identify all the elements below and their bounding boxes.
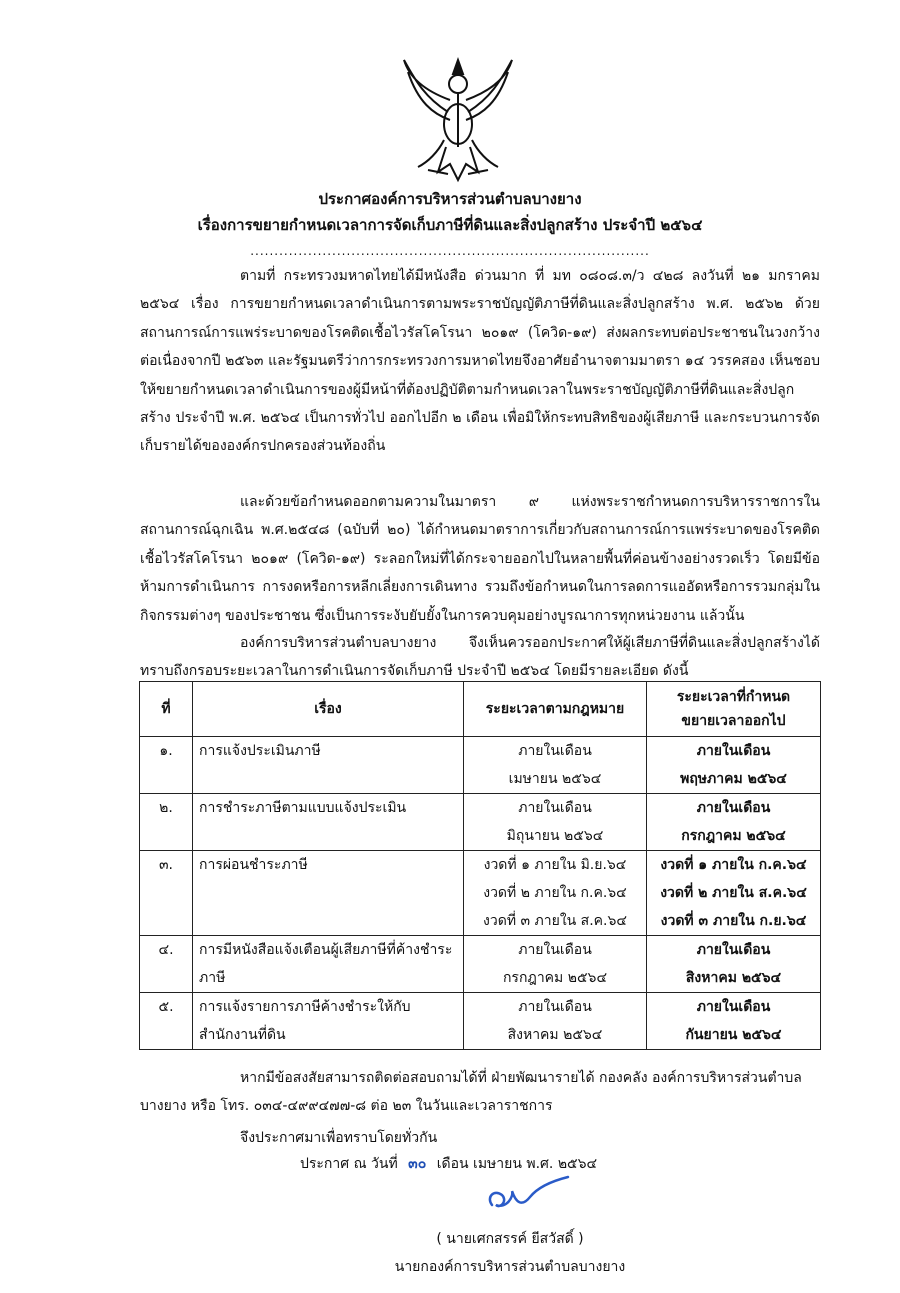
signer-name: ( นายเศกสรรค์ ยีสวัสดิ์ )	[436, 1231, 584, 1247]
date-day: ๓๐	[408, 1156, 427, 1172]
contact-paragraph: หากมีข้อสงสัยสามารถติดต่อสอบถามได้ที่ ฝ่ายพัฒนารายได้ กองคลัง องค์การบริหารส่วนตำบลบางยาง หรือ โทร. ๐๓๔-๔๙๙๔๗๗-๘ ต่อ ๒๓ ในวันและเวลาราชการ	[140, 1070, 802, 1114]
table-row: ๕. การแจ้งรายการภาษีค้างชำระให้กับสำนักงานที่ดิน ภายในเดือน สิงหาคม ๒๕๖๔ ภายในเดือน กันยายน ๒๕๖๔	[140, 993, 821, 1050]
signer-position: นายกองค์การบริหารส่วนตำบลบางยาง	[394, 1259, 626, 1275]
table-row: ๒. การชำระภาษีตามแบบแจ้งประเมิน ภายในเดือน มิถุนายน ๒๕๖๔ ภายในเดือน กรกฎาคม ๒๕๖๔	[140, 794, 821, 851]
announce-line: จึงประกาศมาเพื่อทราบโดยทั่วกัน	[240, 1130, 438, 1146]
table-row: ๑. การแจ้งประเมินภาษี ภายในเดือน เมษายน ๒๕๖๔ ภายในเดือน พฤษภาคม ๒๕๖๔	[140, 737, 821, 794]
table-row: ๓. การผ่อนชำระภาษี งวดที่ ๑ ภายใน มิ.ย.๖๔ งวดที่ ๒ ภายใน ก.ค.๖๔ งวดที่ ๓ ภายใน ส.ค.๖๔ งวดที่ ๑ ภายใน ก.ค.๖๔ งวดที่ ๒ ภายใน ส.ค.๖๔ งวดที่ ๓ ภายใน ก.ย.๖๔	[140, 851, 821, 936]
garuda-emblem-icon	[398, 52, 518, 187]
announcement-title: ประกาศองค์การบริหารส่วนตำบลบางยาง	[318, 190, 582, 208]
header-law-period: ระยะเวลาตามกฎหมาย	[464, 682, 647, 737]
paragraph-2: และด้วยข้อกำหนดออกตามความในมาตรา ๙ แห่งพระราชกำหนดการบริหารราชการในสถานการณ์ฉุกเฉิน พ.ศ.๒๕๔๘ (ฉบับที่ ๒๐) ได้กำหนดมาตราการเกี่ยวกับสถานการณ์การแพร่ระบาดของโรคติดเชื้อไวรัสโคโรนา ๒๐๑๙ (โควิด-๑๙) ระลอกใหม่ที่ได้กระจายออกไปในหลายพื้นที่ค่อนข้างอย่างรวดเร็ว โดยมีข้อห้ามการดำเนินการ การงดหรือการหลีกเลี่ยงการเดินทาง รวมถึงข้อกำหนดในการลดการแออัดหรือการรวมกลุ่มในกิจกรรมต่างๆ ของประชาชน ซึ่งเป็นการระงับยับยั้งในการควบคุมอย่างบูรณาการทุกหน่วยงาน แล้วนั้น	[140, 494, 820, 624]
announcement-subject: เรื่องการขยายกำหนดเวลาการจัดเก็บภาษีที่ดินและสิ่งปลูกสร้าง ประจำปี ๒๕๖๔	[197, 216, 703, 234]
paragraph-3: องค์การบริหารส่วนตำบลบางยาง จึงเห็นควรออกประกาศให้ผู้เสียภาษีที่ดินและสิ่งปลูกสร้างได้ทราบถึงกรอบระยะเวลาในการดำเนินการจัดเก็บภาษี ประจำปี ๒๕๖๔ โดยมีรายละเอียด ดังนี้	[140, 635, 820, 680]
title-divider: ...................................................................................	[250, 244, 650, 258]
announce-date: ประกาศ ณ วันที่ ๓๐ เดือน เมษายน พ.ศ. ๒๕๖๔	[300, 1156, 598, 1172]
header-subject: เรื่อง	[193, 682, 464, 737]
header-extended-period: ระยะเวลาที่กำหนด ขยายเวลาออกไป	[647, 682, 821, 737]
handwritten-signature-icon	[482, 1175, 572, 1220]
paragraph-1: ตามที่ กระทรวงมหาดไทยได้มีหนังสือ ด่วนมาก ที่ มท ๐๘๐๘.๓/ว ๔๒๘ ลงวันที่ ๒๑ มกราคม ๒๕๖๔ เรื่อง การขยายกำหนดเวลาดำเนินการตามพระราชบัญญัติภาษีที่ดินและสิ่งปลูกสร้าง พ.ศ. ๒๕๖๒ ด้วยสถานการณ์การแพร่ระบาดของโรคติดเชื้อไวรัสโคโรนา ๒๐๑๙ (โควิด-๑๙) ส่งผลกระทบต่อประชาชนในวงกว้างต่อเนื่องจากปี ๒๕๖๓ และรัฐมนตรีว่าการกระทรวงการมหาดไทยจึงอาศัยอำนาจตามมาตรา ๑๔ วรรคสอง เห็นชอบให้ขยายกำหนดเวลาดำเนินการของผู้มีหน้าที่ต้องปฏิบัติตามกำหนดเวลาในพระราชบัญญัติภาษีที่ดินและสิ่งปลูกสร้าง ประจำปี พ.ศ. ๒๕๖๔ เป็นการทั่วไป ออกไปอีก ๒ เดือน เพื่อมิให้กระทบสิทธิของผู้เสียภาษี และกระบวนการจัดเก็บรายได้ขององค์กรปกครองส่วนท้องถิ่น	[140, 268, 820, 455]
table-row: ๔. การมีหนังสือแจ้งเตือนผู้เสียภาษีที่ค้างชำระภาษี ภายในเดือน กรกฎาคม ๒๕๖๔ ภายในเดือน สิงหาคม ๒๕๖๔	[140, 936, 821, 993]
table-header-row	[140, 682, 821, 737]
header-no: ที่	[140, 682, 193, 737]
schedule-table	[139, 681, 821, 1050]
